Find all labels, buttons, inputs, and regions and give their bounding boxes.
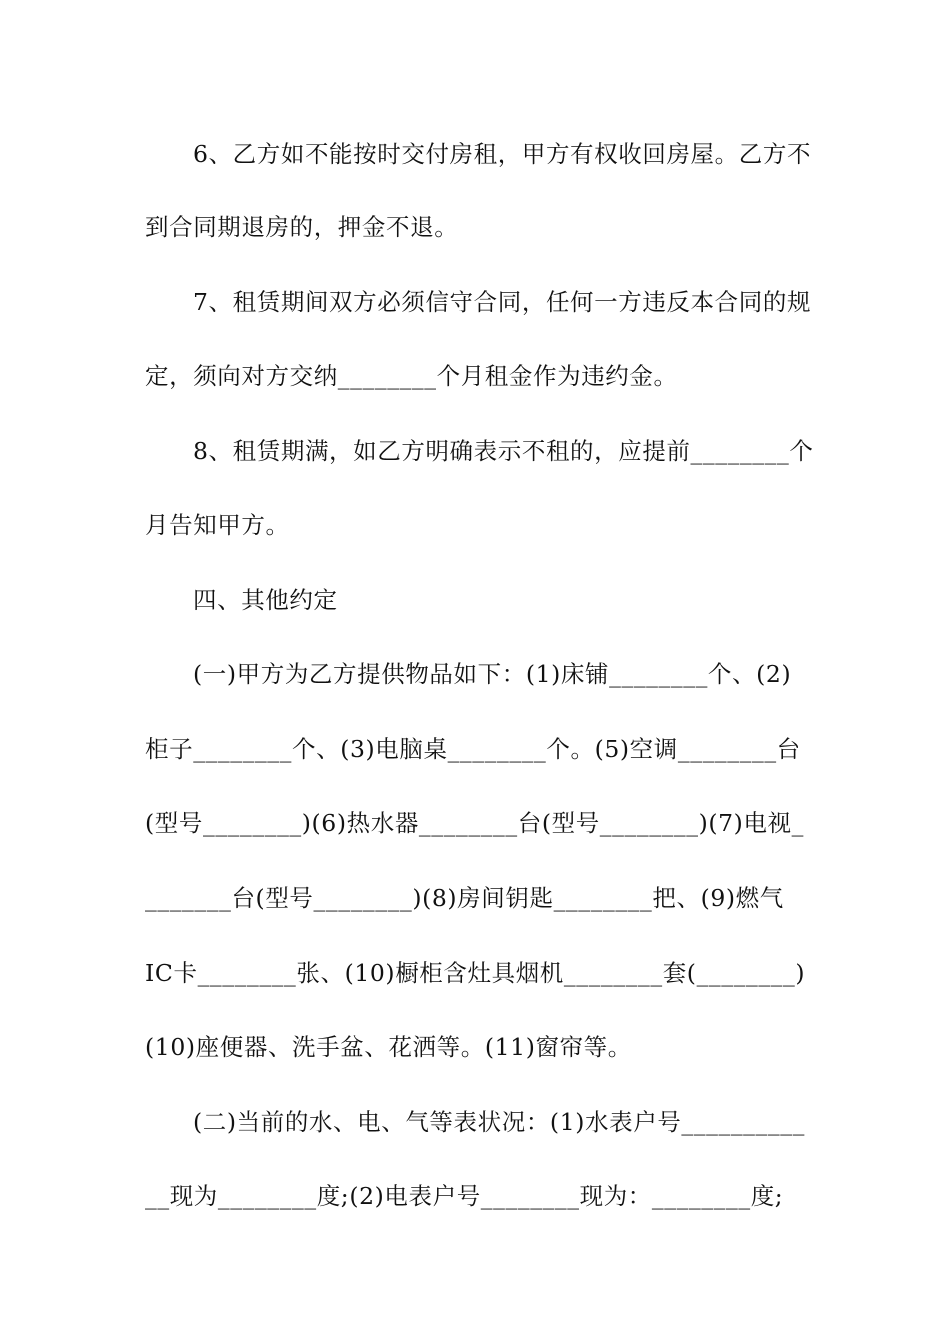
items-line-1: (一)甲方为乙方提供物品如下：(1)床铺________个、(2) — [193, 660, 792, 688]
clause-6-line-2: 到合同期退房的，押金不退。 — [145, 213, 459, 241]
items-line-3: (型号________)(6)热水器________台(型号________)(7)电视_ — [145, 809, 804, 837]
clause-6-line-1: 6、乙方如不能按时交付房租，甲方有权收回房屋。乙方不 — [193, 140, 812, 168]
section-4-heading: 四、其他约定 — [193, 586, 338, 614]
meters-line-1: (二)当前的水、电、气等表状况：(1)水表户号__________ — [193, 1108, 805, 1136]
items-line-4: _______台(型号________)(8)房间钥匙________把、(9)燃气 — [145, 884, 784, 912]
clause-7-line-1: 7、租赁期间双方必须信守合同，任何一方违反本合同的规 — [193, 288, 812, 316]
meters-line-2: __现为________度;(2)电表户号________现为：________度; — [145, 1182, 784, 1210]
items-line-5: IC卡________张、(10)橱柜含灶具烟机________套(________) — [145, 959, 806, 987]
items-line-2: 柜子________个、(3)电脑桌________个。(5)空调________台 — [145, 735, 801, 763]
items-line-6: (10)座便器、洗手盆、花洒等。(11)窗帘等。 — [145, 1033, 632, 1061]
clause-8-line-1: 8、租赁期满，如乙方明确表示不租的，应提前________个 — [193, 437, 814, 465]
clause-8-line-2: 月告知甲方。 — [145, 511, 290, 539]
clause-7-line-2: 定，须向对方交纳________个月租金作为违约金。 — [145, 362, 678, 390]
